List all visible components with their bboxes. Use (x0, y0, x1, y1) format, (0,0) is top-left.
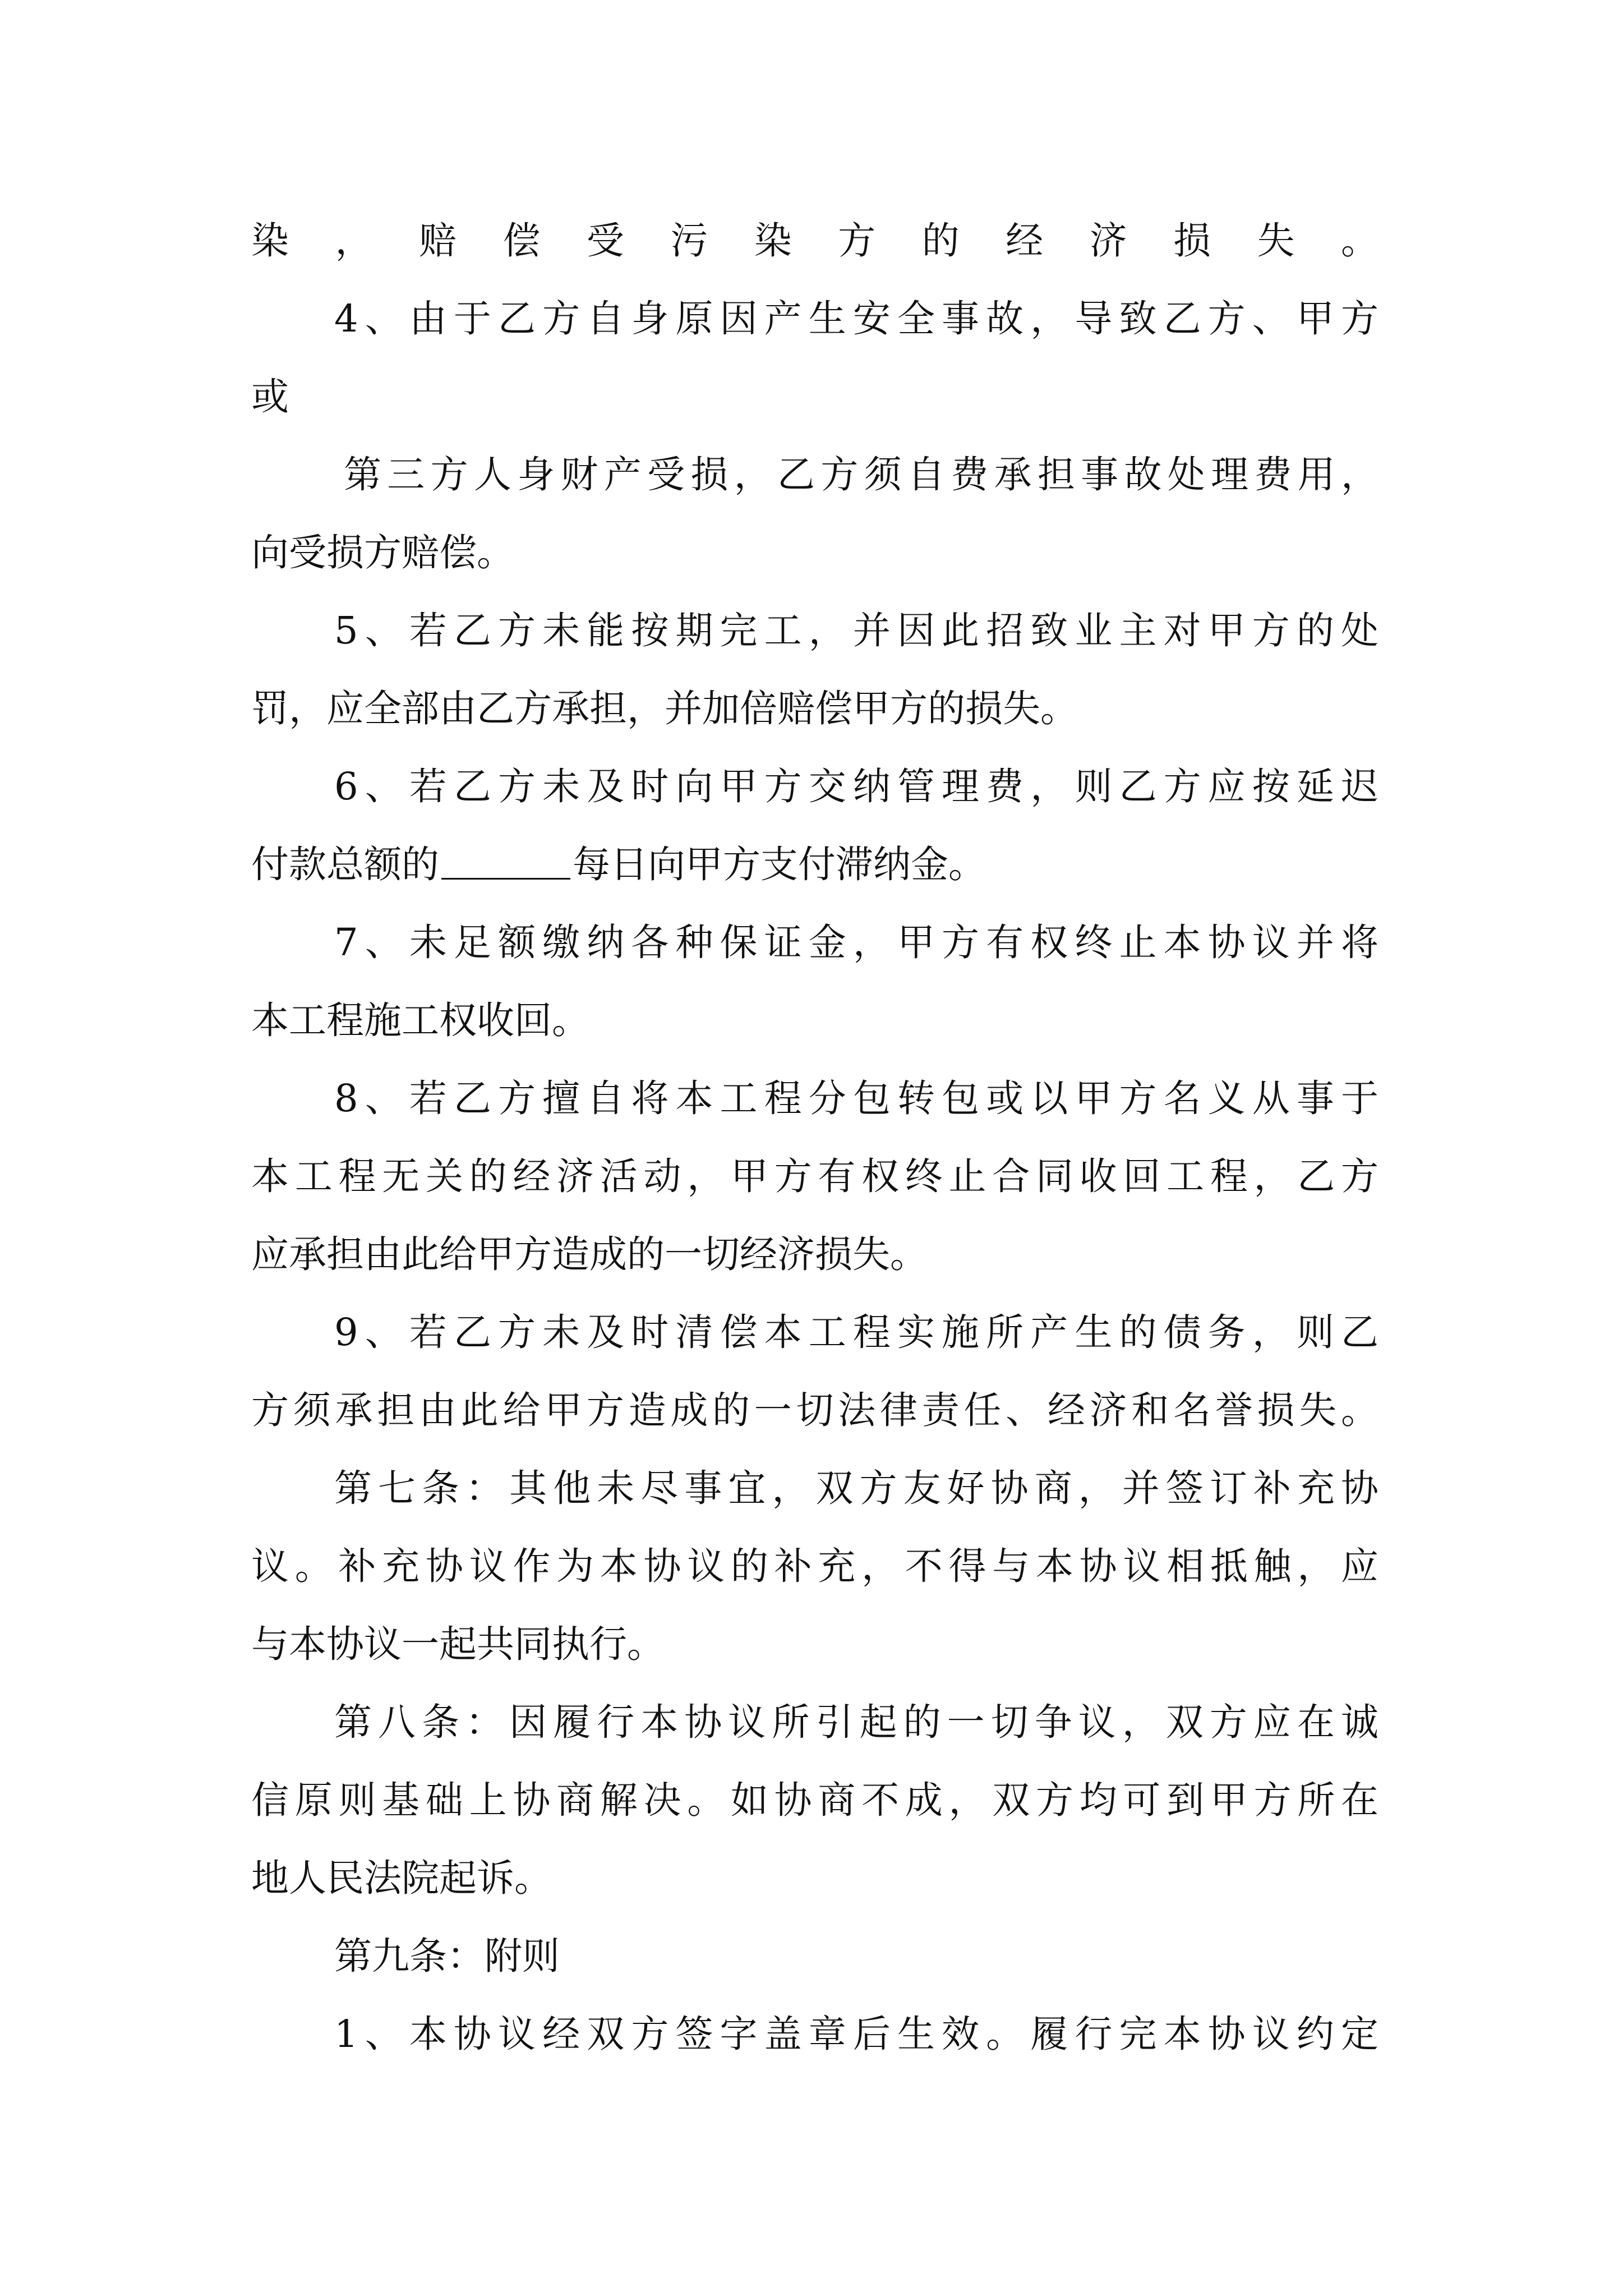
text-line (251, 826, 1378, 904)
text-line: 议。补充协议作为本协议的补充，不得与本协议相抵触，应 (251, 1544, 1378, 1588)
text-line: 地人民法院起诉。 (251, 1856, 552, 1900)
text-line: 应承担由此给甲方造成的一切经济损失。 (251, 1232, 928, 1276)
text-line: 方须承担由此给甲方造成的一切法律责任、经济和名誉损失。 (251, 1388, 1378, 1432)
text-line: 或 (251, 375, 289, 418)
text-line: 4、由于乙方自身原因产生安全事故，导致乙方、甲方 (334, 297, 1378, 341)
text-line: 罚，应全部由乙方承担，并加倍赔偿甲方的损失。 (251, 687, 1078, 730)
text-line: 染，赔偿受污染方的经济损失。 (251, 219, 1378, 263)
text-line: 第七条：其他未尽事宜，双方友好协商，并签订补充协 (334, 1466, 1378, 1510)
text-fragment: 付款总额的 (251, 843, 439, 886)
text-line: 与本协议一起共同执行。 (251, 1622, 665, 1666)
text-line: 信原则基础上协商解决。如协商不成，双方均可到甲方所在 (251, 1778, 1378, 1822)
text-line: 第三方人身财产受损，乙方须自费承担事故处理费用， (344, 453, 1378, 496)
text-line: 本工程无关的经济活动，甲方有权终止合同收回工程，乙方 (251, 1154, 1378, 1198)
text-line: 第九条：附则 (334, 1934, 560, 1978)
text-line: 1、本协议经双方签字盖章后生效。履行完本协议约定 (334, 2012, 1378, 2056)
text-line: 第八条：因履行本协议所引起的一切争议，双方应在诚 (334, 1700, 1378, 1744)
text-line: 9、若乙方未及时清偿本工程实施所产生的债务，则乙 (334, 1310, 1378, 1354)
text-fragment: 每日向甲方支付滞纳金。 (573, 843, 986, 886)
fill-in-blank (441, 843, 570, 880)
text-line: 7、未足额缴纳各种保证金，甲方有权终止本协议并将 (334, 921, 1378, 964)
text-line: 6、若乙方未及时向甲方交纳管理费，则乙方应按延迟 (334, 765, 1378, 808)
text-line: 8、若乙方擅自将本工程分包转包或以甲方名义从事于 (334, 1076, 1378, 1120)
text-line: 5、若乙方未能按期完工，并因此招致业主对甲方的处 (334, 609, 1378, 652)
document-body (251, 202, 1378, 2073)
text-line: 本工程施工权收回。 (251, 999, 589, 1042)
text-line: 向受损方赔偿。 (251, 531, 514, 574)
